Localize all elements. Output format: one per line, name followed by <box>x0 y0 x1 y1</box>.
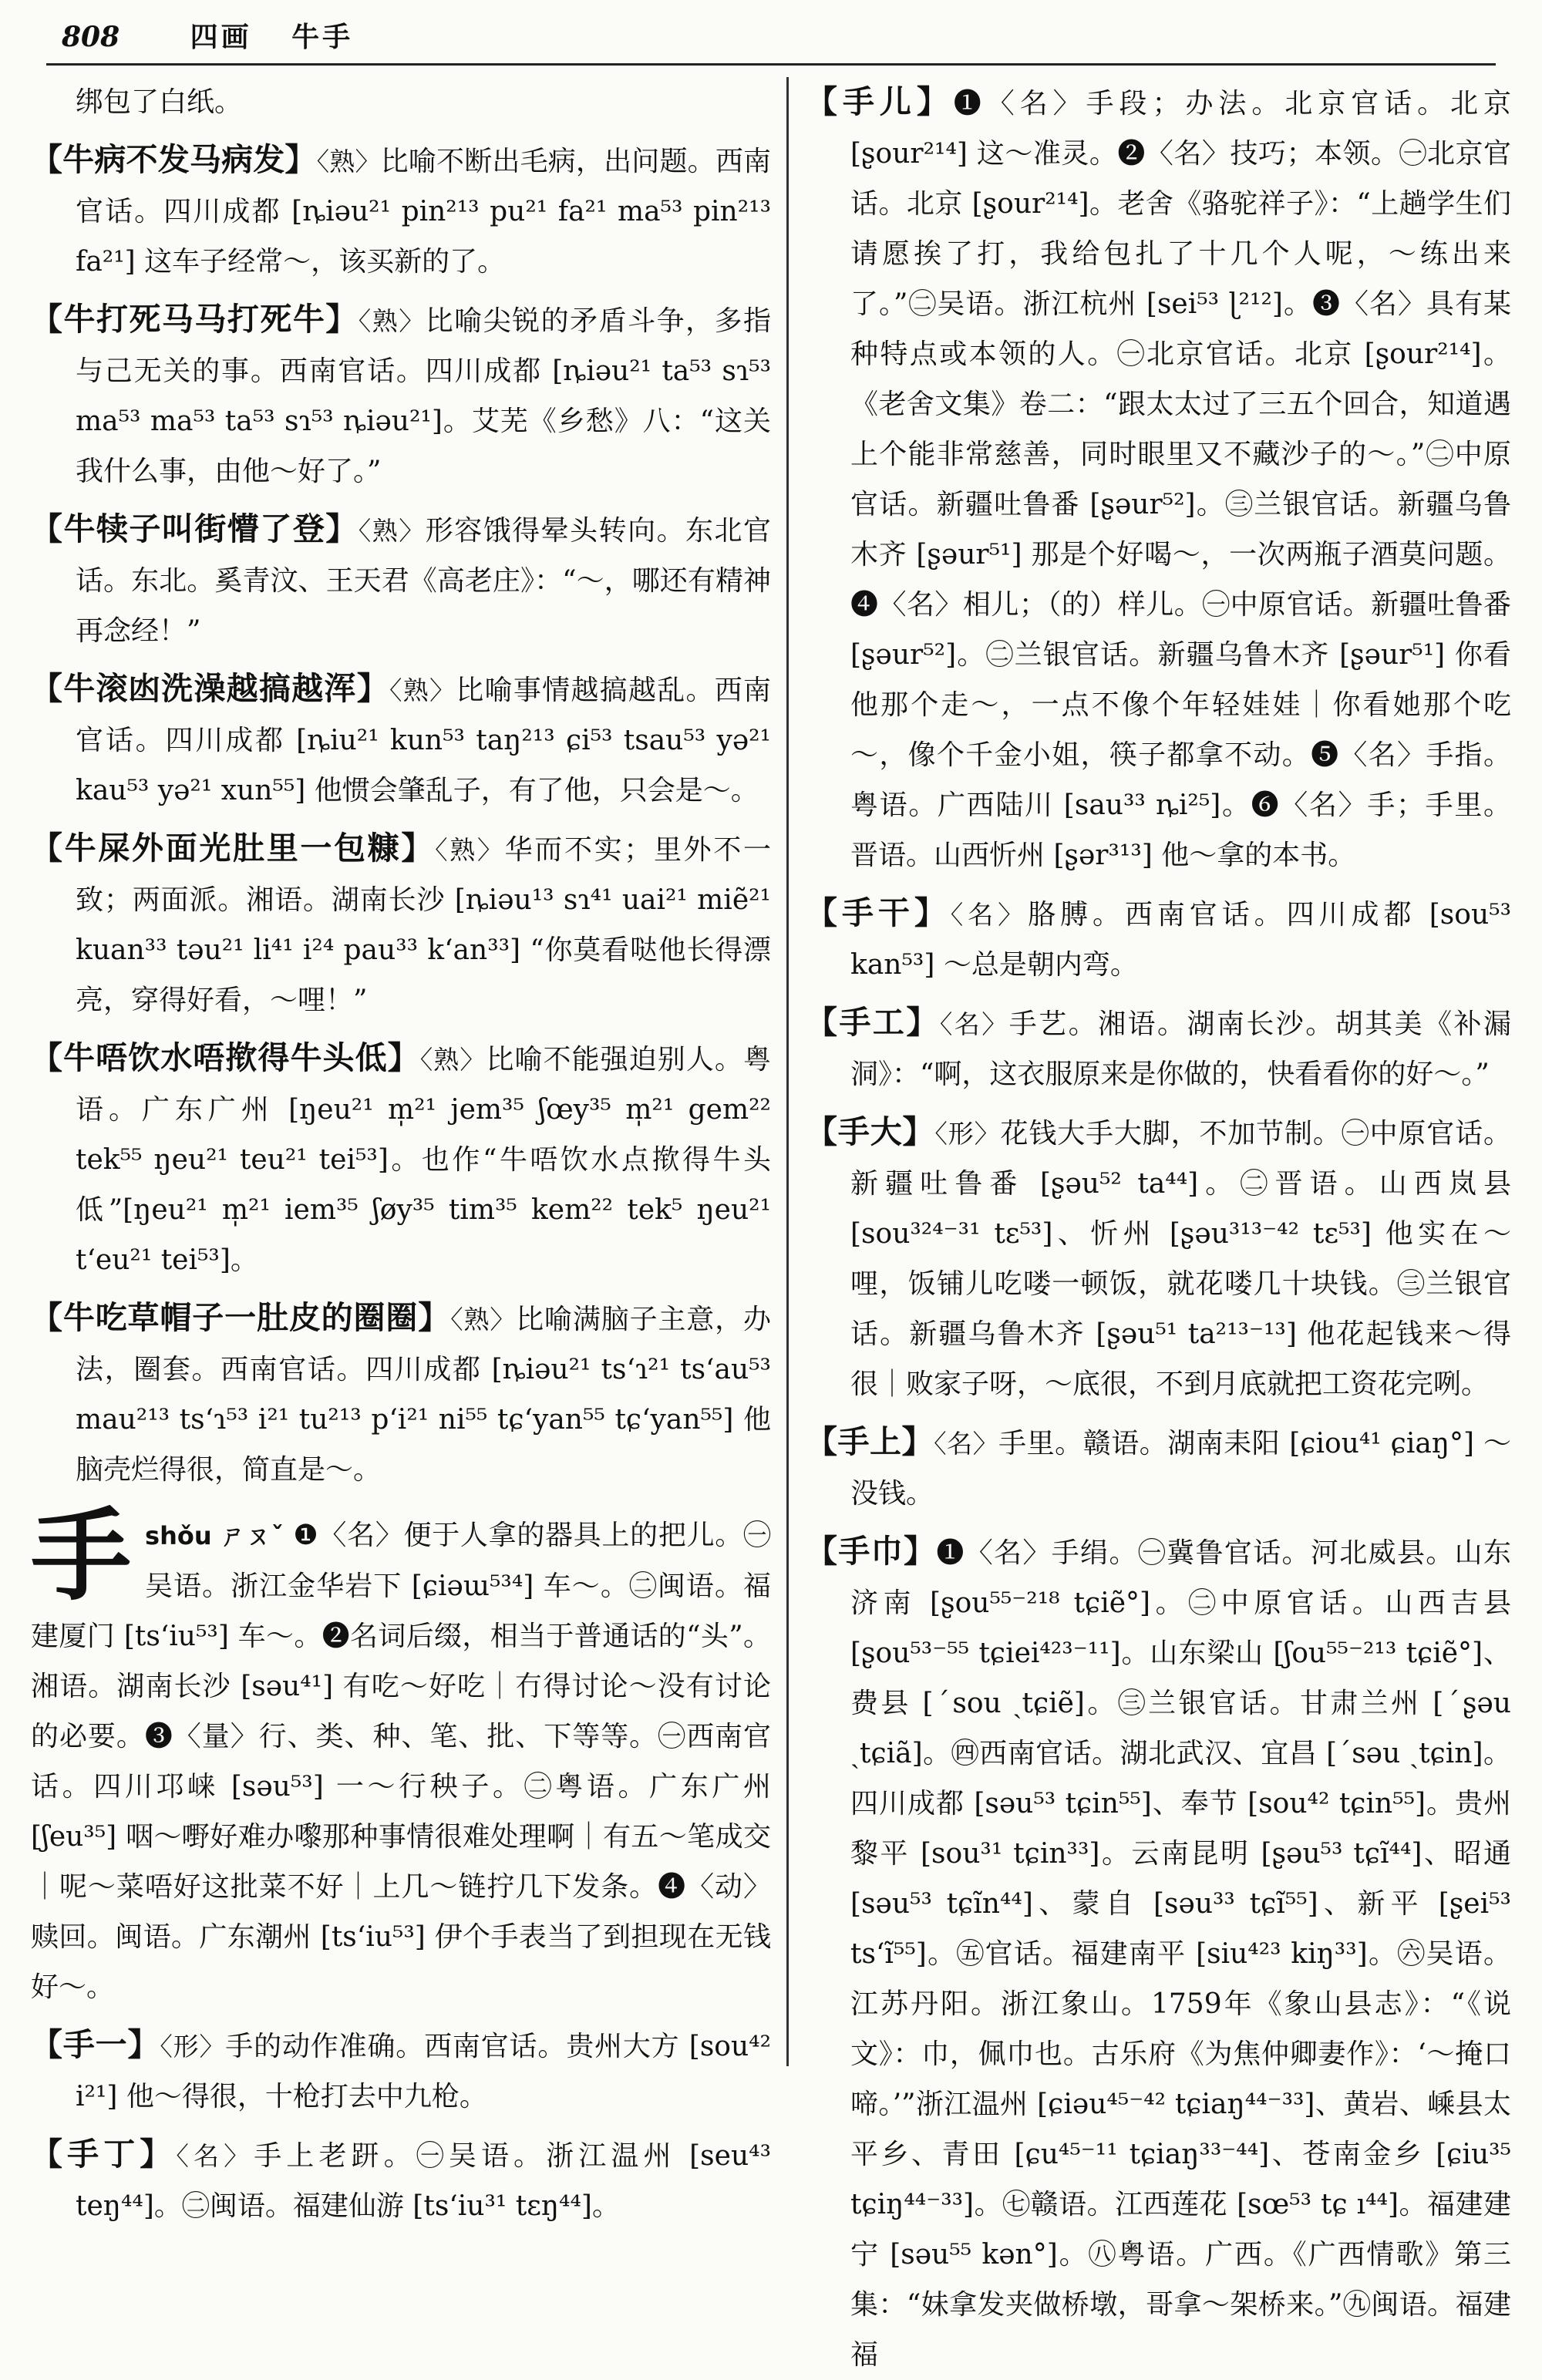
part-of-speech: 〈熟〉 <box>450 1304 517 1335</box>
definition: ❶〈名〉便于人拿的器具上的把儿。㊀吴语。浙江金华岩下 [ɕiəɯ⁵³⁴] 车～。㊁闽语。福建厦门 [ts‘iu⁵³] 车～。❷名词后缀，相当于普通话的“头”。湘语。湖南长沙 [səu⁴¹] 有吃～好吃｜冇得讨论～没有讨论的必要。❸〈量〉行、类、种、笔、批、下等等。㊀西南官话。四川邛崃 [səu⁵³] 一～行秧子。㊁粤语。广东广州 [ʃeu³⁵] 咽～嘢好难办嚟那种事情很难处理啊｜有五～笔成交｜呢～菜唔好这批菜不好｜上几～链拧几下发条。❹〈动〉赎回。闽语。广东潮州 [ts‘iu⁵³] 伊个手表当了到担现在无钱好～。 <box>31 1520 771 2003</box>
section-label: 四画 <box>190 21 252 53</box>
dictionary-entry <box>31 823 771 1025</box>
running-header <box>62 14 1511 60</box>
header-words: 牛手 <box>291 21 354 53</box>
dictionary-entry <box>31 135 771 287</box>
definition: 比喻满脑子主意，办法，圈套。西南官话。四川成都 [ȵiəu²¹ ts‘ɿ²¹ ts‘au⁵³ mau²¹³ ts‘ɿ⁵³ i²¹ tu²¹³ p‘i²¹ ni⁵⁵ tɕ‘yan⁵⁵ tɕ‘yan⁵⁵] 他脑壳烂得很，简直是～。 <box>76 1304 772 1486</box>
dictionary-entry <box>806 1107 1511 1409</box>
entry-headword: 【手干】 <box>806 894 951 931</box>
definition: 比喻不断出毛病，出问题。西南官话。四川成都 [ȵiəu²¹ pin²¹³ pu²¹ fa²¹ ma⁵³ pin²¹³ fa²¹] 这车子经常～，该买新的了。 <box>76 146 772 278</box>
dictionary-entry <box>806 77 1511 880</box>
part-of-speech: 〈形〉 <box>934 1119 1001 1149</box>
character-entry <box>31 1496 771 2012</box>
entry-text: 绑包了白纸。 <box>76 86 243 118</box>
part-of-speech: 〈形〉 <box>160 2032 226 2062</box>
dictionary-entry <box>806 1417 1511 1519</box>
entry-headword: 【牛打死马马打死牛】 <box>31 301 359 338</box>
entry-headword: 【手巾】 <box>806 1533 937 1570</box>
definition: 华而不实；里外不一致；两面派。湘语。湖南长沙 [ȵiəu¹³ sɿ⁴¹ uai²¹ miẽ²¹ kuan³³ təu²¹ li⁴¹ i²⁴ pau³³ k‘an³³] “你莫看哒他长得漂亮，穿得好看，～哩！” <box>76 834 771 1016</box>
entry-headword: 【牛犊子叫街懵了登】 <box>31 510 359 547</box>
entry-headword: 【手丁】 <box>31 2136 177 2173</box>
dictionary-entry <box>31 2020 771 2122</box>
definition: 形容饿得晕头转向。东北官话。东北。奚青汶、王天君《高老庄》：“～，哪还有精神再念经！” <box>76 515 771 647</box>
part-of-speech: 〈名〉 <box>950 900 1029 930</box>
dictionary-entry <box>31 295 771 497</box>
part-of-speech: 〈熟〉 <box>316 146 381 177</box>
dictionary-entry <box>31 664 771 816</box>
definition: ❶〈名〉手绢。㊀冀鲁官话。河北威县。山东济南 [ʂou⁵⁵⁻²¹⁸ tɕiẽ°]。㊁中原官话。山西吉县 [ʂou⁵³⁻⁵⁵ tɕiei⁴²³⁻¹¹]。山东梁山 [ʃou⁵⁵⁻²¹³ tɕiẽ°]、费县 [ˊsou ˏtɕiẽ]。㊂兰银官话。甘肃兰州 [ˊʂəu ˏtɕiã]。㊃西南官话。湖北武汉、宜昌 [ˊsəu ˏtɕin]。四川成都 [səu⁵³ tɕin⁵⁵]、奉节 [sou⁴² tɕin⁵⁵]。贵州黎平 [sou³¹ tɕin³³]。云南昆明 [ʂəu⁵³ tɕĩ⁴⁴]、昭通 [səu⁵³ tɕĩn⁴⁴]、蒙自 [səu³³ tɕĩ⁵⁵]、新平 [ʂei⁵³ ts‘ĩ⁵⁵]。㊄官话。福建南平 [siu⁴²³ kiŋ³³]。㊅吴语。江苏丹阳。浙江象山。1759年《象山县志》：“《说文》：巾，佩巾也。古乐府《为焦仲卿妻作》：‘～掩口啼。’”浙江温州 [ɕiəu⁴⁵⁻⁴² tɕiaŋ⁴⁴⁻³³]、黄岩、嵊县太平乡、青田 [ɕu⁴⁵⁻¹¹ tɕiaŋ³³⁻⁴⁴]、苍南金乡 [ɕiu³⁵ tɕiŋ⁴⁴⁻³³]。㊆赣语。江西莲花 [sœ⁵³ tɕ ı⁴⁴]。福建建宁 [səu⁵⁵ kən°]。㊇粤语。广西。《广西情歌》第三集：“妹拿发夹做桥墩，哥拿～架桥来。”㊈闽语。福建福 <box>850 1537 1511 2371</box>
dictionary-entry <box>31 504 771 656</box>
entry-headword: 【牛滚凼洗澡越搞越浑】 <box>31 670 389 707</box>
entry-headword: 【手一】 <box>31 2026 160 2063</box>
pinyin: shǒu ㄕㄡˇ <box>145 1521 294 1550</box>
entry-continuation <box>31 77 771 127</box>
entry-headword: 【手上】 <box>806 1423 934 1460</box>
entry-headword: 【牛唔饮水唔揿得牛头低】 <box>31 1039 420 1076</box>
part-of-speech: 〈熟〉 <box>358 516 426 546</box>
definition: 比喻尖锐的矛盾斗争，多指与己无关的事。西南官话。四川成都 [ȵiəu²¹ ta⁵³ sɿ⁵³ ma⁵³ ma⁵³ ta⁵³ sɿ⁵³ ȵiəu²¹]。艾芜《乡愁》八：“这关我什么事，由他～好了。” <box>76 305 771 487</box>
definition: 花钱大手大脚，不加节制。㊀中原官话。新疆吐鲁番 [ʂəu⁵² ta⁴⁴]。㊁晋语。山西岚县 [sou³²⁴⁻³¹ tɛ⁵³]、忻州 [ʂəu³¹³⁻⁴² tɛ⁵³] 他实在～哩，饭铺儿吃喽一顿饭，就花喽几十块钱。㊂兰银官话。新疆乌鲁木齐 [ʂəu⁵¹ ta²¹³⁻¹³] 他花起钱来～得很｜败家子呀，～底很，不到月底就把工资花完咧。 <box>850 1118 1511 1400</box>
definition: 胳膊。西南官话。四川成都 [sou⁵³ kan⁵³] ～总是朝内弯。 <box>850 899 1512 981</box>
part-of-speech: 〈名〉 <box>176 2141 254 2171</box>
definition: 手的动作准确。西南官话。贵州大方 [sou⁴² i²¹] 他～得很，十枪打去中九枪。 <box>76 2031 772 2112</box>
header-rule <box>46 63 1496 66</box>
dictionary-entry <box>806 1527 1511 2380</box>
part-of-speech: 〈熟〉 <box>389 675 456 705</box>
dictionary-entry <box>806 998 1511 1099</box>
definition: ❶〈名〉手段；办法。北京官话。北京 [ʂour²¹⁴] 这～准灵。❷〈名〉技巧；本领。㊀北京官话。北京 [ʂour²¹⁴]。老舍《骆驼祥子》：“上趟学生们请愿挨了打，我给包扎了十几个人呢，～练出来了。”㊁吴语。浙江杭州 [sei⁵³ ɭ²¹²]。❸〈名〉具有某种特点或本领的人。㊀北京官话。北京 [ʂour²¹⁴]。《老舍文集》卷二：“跟太太过了三五个回合，知道遇上个能非常慈善，同时眼里又不藏沙子的～。”㊁中原官话。新疆吐鲁番 [ʂəur⁵²]。㊂兰银官话。新疆乌鲁木齐 [ʂəur⁵¹] 那是个好喝～，一次两瓶子酒莫问题。❹〈名〉相儿；（的）样儿。㊀中原官话。新疆吐鲁番 [ʂəur⁵²]。㊁兰银官话。新疆乌鲁木齐 [ʂəur⁵¹] 你看他那个走～，一点不像个年轻娃娃｜你看她那个吃～，像个千金小姐，筷子都拿不动。❺〈名〉手指。粤语。广西陆川 [sau³³ ȵi²⁵]。❻〈名〉手；手里。晋语。山西忻州 [ʂər³¹³] 他～拿的本书。 <box>850 88 1511 871</box>
entry-headword: 【手工】 <box>806 1004 940 1041</box>
entry-headword: 【牛病不发马病发】 <box>31 141 317 178</box>
definition: 手里。赣语。湖南耒阳 [ɕiou⁴¹ ɕiaŋ°] ～没钱。 <box>850 1428 1512 1510</box>
part-of-speech: 〈名〉 <box>939 1009 1009 1039</box>
left-column <box>31 77 772 2222</box>
entry-headword: 【手儿】 <box>806 83 954 120</box>
right-column <box>806 77 1512 2371</box>
column-divider <box>786 77 789 2066</box>
dictionary-entry <box>806 888 1511 990</box>
definition: 比喻不能强迫别人。粤语。广东广州 [ŋeu²¹ m̩²¹ jem³⁵ ʃœy³⁵ m̩²¹ gem²² tek⁵⁵ ŋeu²¹ teu²¹ tei⁵³]。也作“牛唔饮水点揿得牛头低”[ŋeu²¹ m̩²¹ iem³⁵ ʃøy³⁵ tim³⁵ kem²² tek⁵ ŋeu²¹ t‘eu²¹ tei⁵³]。 <box>76 1044 771 1276</box>
dictionary-entry <box>31 1033 771 1285</box>
dictionary-entry <box>31 2129 771 2231</box>
entry-headword: 【牛屎外面光肚里一包糠】 <box>31 830 436 867</box>
definition: 手艺。湘语。湖南长沙。胡其美《补漏洞》：“啊，这衣服原来是你做的，快看看你的好～。” <box>850 1008 1511 1090</box>
part-of-speech: 〈熟〉 <box>435 835 505 865</box>
page-number: 808 <box>62 21 120 53</box>
part-of-speech: 〈熟〉 <box>419 1045 487 1075</box>
part-of-speech: 〈名〉 <box>934 1429 999 1459</box>
entry-headword: 【牛吃草帽子一肚皮的圈圈】 <box>31 1299 451 1336</box>
definition: 手上老趼。㊀吴语。浙江温州 [seu⁴³ teŋ⁴⁴]。㊁闽语。福建仙游 [ts‘iu³¹ tɛŋ⁴⁴]。 <box>76 2140 771 2222</box>
headword-character: 手 <box>31 1496 132 1614</box>
definition: 比喻事情越搞越乱。西南官话。四川成都 [ȵiu²¹ kun⁵³ taŋ²¹³ ɕi⁵³ tsau⁵³ yə²¹ kau⁵³ yə²¹ xun⁵⁵] 他惯会肇乱子，有了他，只会是～。 <box>76 675 771 806</box>
dictionary-entry <box>31 1293 771 1495</box>
part-of-speech: 〈熟〉 <box>358 306 426 336</box>
entry-headword: 【手大】 <box>806 1113 935 1150</box>
